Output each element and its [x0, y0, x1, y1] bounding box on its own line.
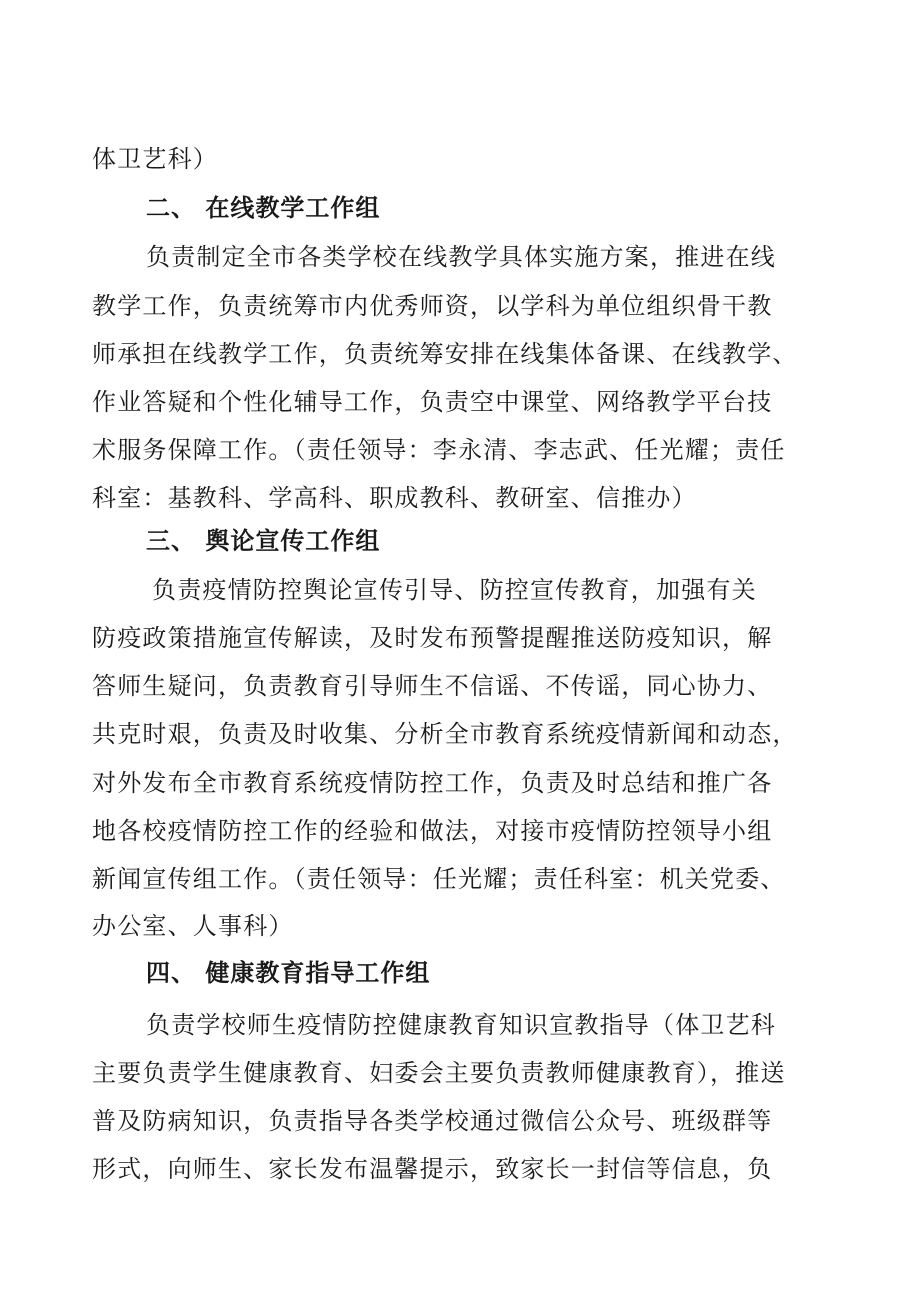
body-line-continuation: 体卫艺科） [92, 145, 218, 173]
section-heading-online-teaching: 二、 在线教学工作组 [146, 194, 381, 222]
paragraph-online-teaching-line-5: 术服务保障工作。（责任领导：李永清、李志武、任光耀；责任 [92, 436, 786, 464]
paragraph-public-opinion-line-4: 共克时艰，负责及时收集、分析全市教育系统疫情新闻和动态， [92, 720, 798, 748]
paragraph-online-teaching-line-4: 作业答疑和个性化辅导工作，负责空中课堂、网络教学平台技 [92, 388, 773, 416]
paragraph-public-opinion-line-1: 负责疫情防控舆论宣传引导、防控宣传教育，加强有关 [152, 576, 757, 604]
paragraph-health-education-line-3: 普及防病知识，负责指导各类学校通过微信公众号、班级群等 [92, 1107, 773, 1135]
paragraph-public-opinion-line-2: 防疫政策措施宣传解读，及时发布预警提醒推送防疫知识，解 [92, 624, 773, 652]
paragraph-health-education-line-1: 负责学校师生疫情防控健康教育知识宣教指导（体卫艺科 [146, 1011, 776, 1039]
paragraph-health-education-line-4: 形式，向师生、家长发布温馨提示，致家长一封信等信息，负 [92, 1155, 773, 1183]
paragraph-public-opinion-line-7: 新闻宣传组工作。（责任领导：任光耀；责任科室：机关党委、 [92, 865, 786, 893]
paragraph-public-opinion-line-6: 地各校疫情防控工作的经验和做法，对接市疫情防控领导小组 [92, 817, 773, 845]
paragraph-public-opinion-line-8: 办公室、人事科） [92, 912, 294, 940]
paragraph-online-teaching-line-6: 科室：基教科、学高科、职成教科、教研室、信推办） [92, 484, 697, 512]
paragraph-public-opinion-line-5: 对外发布全市教育系统疫情防控工作，负责及时总结和推广各 [92, 769, 773, 797]
section-heading-health-education: 四、 健康教育指导工作组 [146, 959, 431, 987]
paragraph-online-teaching-line-2: 教学工作，负责统筹市内优秀师资，以学科为单位组织骨干教 [92, 292, 773, 320]
section-heading-public-opinion: 三、 舆论宣传工作组 [146, 527, 381, 555]
paragraph-online-teaching-line-1: 负责制定全市各类学校在线教学具体实施方案，推进在线 [146, 243, 776, 271]
paragraph-public-opinion-line-3: 答师生疑问，负责教育引导师生不信谣、不传谣，同心协力、 [92, 672, 773, 700]
paragraph-health-education-line-2: 主要负责学生健康教育、妇委会主要负责教师健康教育），推送 [92, 1059, 786, 1087]
paragraph-online-teaching-line-3: 师承担在线教学工作，负责统筹安排在线集体备课、在线教学、 [92, 340, 798, 368]
